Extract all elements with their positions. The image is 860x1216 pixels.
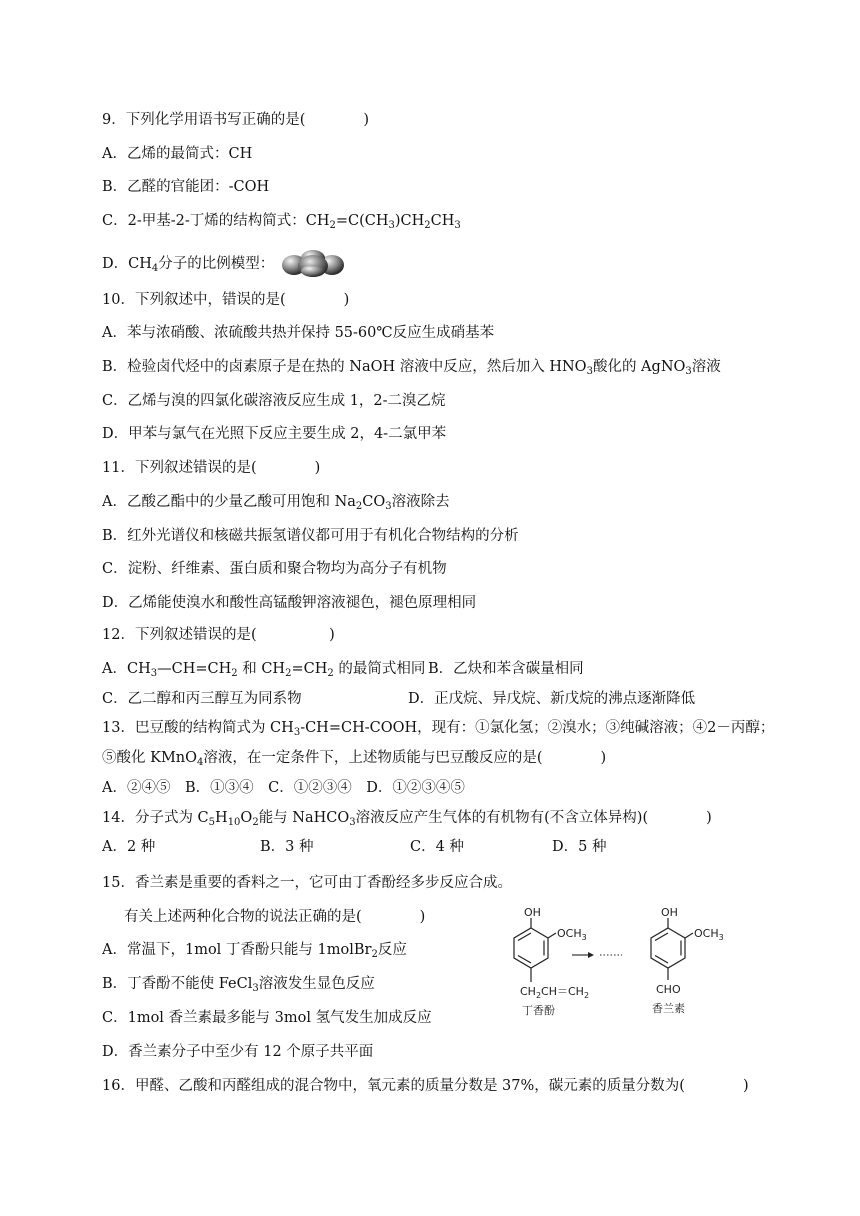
- q14-stem: 14．分子式为 $C_5H_{10}O_2$能与 NaHCO$_3$溶液反应产生气体的有机物有(不含立体异构)( ): [102, 810, 712, 828]
- q12-option-d: D．正戊烷、异戊烷、新戊烷的沸点逐渐降低: [408, 691, 696, 707]
- eugenol-och3-label: $OCH_3$: [557, 927, 587, 942]
- eugenol-structure: [514, 918, 556, 982]
- q15-option-b: B．丁香酚不能使 FeCl$_3$溶液发生显色反应: [102, 976, 375, 994]
- q10-stem: 10．下列叙述中，错误的是( ): [102, 292, 350, 308]
- q12-option-a: A．$CH_3—CH=CH_2$ 和 $CH_2=CH_2$ 的最简式相同: [102, 661, 426, 679]
- q12-option-c: C．乙二醇和丙三醇互为同系物: [102, 691, 302, 707]
- eugenol-to-vanillin-reaction-diagram: [496, 906, 736, 1026]
- q15-option-c: C．1mol 香兰素最多能与 3mol 氢气发生加成反应: [102, 1010, 432, 1026]
- q13-stem-line-2: ⑤酸化 KMnO$_4$溶液，在一定条件下，上述物质能与巴豆酸反应的是( ): [102, 750, 607, 768]
- q11-option-d: D．乙烯能使溴水和酸性高锰酸钾溶液褪色，褪色原理相同: [102, 595, 477, 611]
- q9-option-b: B．乙醛的官能团：-COH: [102, 179, 270, 195]
- q13-options: A．②④⑤ B．①③④ C．①②③④ D．①②③④⑤: [102, 780, 465, 796]
- q9-option-d: D．$CH_4$分子的比例模型：: [102, 250, 346, 278]
- q9-option-c: C．2-甲基-2-丁烯的结构简式：$CH_2=C(CH_3)CH_2CH_3$: [102, 213, 461, 231]
- vanillin-name: 香兰素: [652, 1002, 685, 1015]
- q14-option-d: D．5 种: [552, 839, 607, 855]
- q13-stem-line-1: 13．巴豆酸的结构简式为 $CH_3-CH=CH$-COOH，现有：①氯化氢；②溴水；③纯碱溶液；④2－丙醇；: [102, 720, 775, 738]
- q11-stem: 11．下列叙述错误的是( ): [102, 460, 321, 476]
- vanillin-cho-label: CHO: [656, 983, 681, 996]
- q10-option-d: D．甲苯与氯气在光照下反应主要生成 2，4-二氯甲苯: [102, 426, 447, 442]
- q14-option-a: A．2 种: [102, 839, 156, 855]
- vanillin-oh-label: OH: [661, 906, 678, 919]
- q14-option-b: B．3 种: [260, 839, 314, 855]
- q14-option-c: C．4 种: [410, 839, 464, 855]
- q12-stem: 12．下列叙述错误的是( ): [102, 627, 335, 643]
- q11-option-a: A．乙酸乙酯中的少量乙酸可用饱和 $Na_2CO_3$溶液除去: [102, 494, 450, 512]
- q9-option-a: A．乙烯的最简式：CH: [102, 146, 253, 162]
- q15-substem: 有关上述两种化合物的说法正确的是( ): [124, 909, 426, 925]
- eugenol-allyl-label: $CH_2CH=CH_2$: [520, 985, 590, 1000]
- q15-option-d: D．香兰素分子中至少有 12 个原子共平面: [102, 1044, 374, 1060]
- eugenol-name: 丁香酚: [522, 1004, 555, 1017]
- vanillin-structure: [651, 918, 693, 980]
- q10-option-a: A．苯与浓硝酸、浓硫酸共热并保持 55-60℃反应生成硝基苯: [102, 325, 495, 341]
- reaction-arrow-icon: [572, 952, 622, 958]
- q10-option-b: B．检验卤代烃中的卤素原子是在热的 NaOH 溶液中反应，然后加入 $HNO_3$酸化的 AgNO$_3$溶液: [102, 359, 721, 377]
- q16-stem: 16．甲醛、乙酸和丙醛组成的混合物中，氧元素的质量分数是 37%，碳元素的质量分数为( ): [102, 1078, 749, 1094]
- q11-option-c: C．淀粉、纤维素、蛋白质和聚合物均为高分子有机物: [102, 561, 447, 577]
- q12-option-b: B．乙炔和苯含碳量相同: [428, 661, 584, 677]
- ch4-space-filling-model-icon: [280, 250, 346, 278]
- eugenol-oh-label: OH: [524, 906, 541, 919]
- vanillin-och3-label: $OCH_3$: [694, 927, 724, 942]
- q11-option-b: B．红外光谱仪和核磁共振氢谱仪都可用于有机化合物结构的分析: [102, 528, 519, 544]
- q15-option-a: A．常温下，1mol 丁香酚只能与 1molBr$_2$反应: [102, 942, 407, 960]
- q15-stem: 15．香兰素是重要的香料之一，它可由丁香酚经多步反应合成。: [102, 875, 512, 891]
- q10-option-c: C．乙烯与溴的四氯化碳溶液反应生成 1，2-二溴乙烷: [102, 393, 446, 409]
- q9-stem: 9．下列化学用语书写正确的是( ): [102, 112, 370, 128]
